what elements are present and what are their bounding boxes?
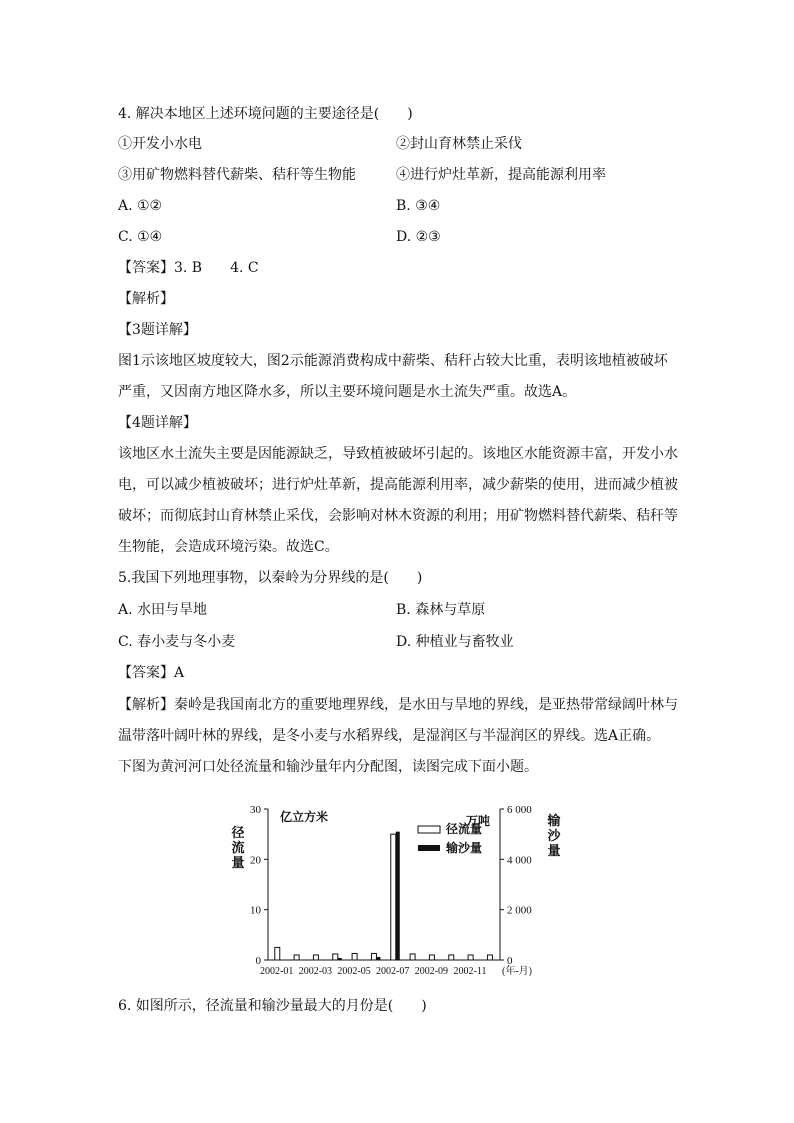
q4-detail-line-3: 破坏；而彻底封山育林禁止采伐，会影响对林木资源的利用；用矿物燃料替代薪柴、秸秆等: [118, 508, 678, 524]
q4-choice-a: A. ①②: [118, 198, 163, 214]
q4-choice-c: C. ①④: [118, 229, 163, 245]
axis-title-char: 量: [547, 843, 561, 858]
left-tick-label: 20: [250, 854, 261, 867]
axis-title-char: 径: [231, 825, 245, 840]
analysis-heading: 【解析】: [118, 291, 174, 307]
sediment-bar: [396, 832, 400, 960]
q5-choice-a: A. 水田与旱地: [118, 602, 208, 618]
x-tick-label: 2002-03: [298, 966, 333, 977]
left-tick-label: 10: [250, 904, 261, 917]
x-tick-label: 2002-01: [260, 966, 294, 977]
legend-runoff-label: 径流量: [446, 822, 483, 836]
x-unit-label: (年-月): [502, 966, 532, 977]
sediment-bar: [376, 957, 380, 960]
runoff-bar: [429, 955, 434, 960]
legend-runoff-swatch: [418, 826, 440, 833]
q3-detail-line-1: 图1示该地区坡度较大，图2示能源消费构成中薪柴、秸秆占较大比重，表明该地植被破坏: [118, 353, 668, 369]
left-tick-label: 0: [255, 955, 261, 967]
sediment-bar: [338, 958, 342, 960]
right-tick-label: 2 000: [507, 904, 532, 917]
axis-title-char: 量: [231, 855, 245, 870]
runoff-bar: [294, 955, 299, 960]
q4-option-3: ③用矿物燃料替代薪柴、秸秆等生物能: [118, 167, 356, 183]
q4-detail-line-4: 生物能，会造成环境污染。故选C。: [118, 539, 339, 555]
right-tick-label: 4 000: [507, 854, 532, 867]
q4-detail-line-1: 该地区水土流失主要是因能源缺乏，导致植被破坏引起的。该地区水能资源丰富，开发小水: [118, 446, 678, 462]
right-tick-label: 6 000: [507, 804, 532, 816]
answer-3-4: 【答案】3. B 4. C: [118, 260, 259, 276]
x-tick-label: 2002-09: [414, 966, 449, 977]
q4-choice-b: B. ③④: [396, 198, 441, 214]
axis-title-char: 输: [547, 813, 561, 828]
left-axis-title: [230, 825, 244, 870]
runoff-bar: [468, 955, 473, 960]
q5-answer: 【答案】A: [118, 665, 185, 681]
runoff-bar: [352, 953, 357, 960]
right-axis-title: [546, 813, 561, 858]
left-tick-label: 30: [250, 804, 261, 816]
runoff-bar: [333, 954, 338, 960]
runoff-bar: [313, 955, 318, 960]
q6-stem: 6. 如图所示，径流量和输沙量最大的月份是( ): [118, 998, 427, 1014]
axis-title-char: 流: [231, 840, 245, 855]
q4-option-4: ④进行炉灶革新，提高能源利用率: [396, 167, 606, 183]
runoff-bar: [449, 955, 454, 960]
runoff-sediment-chart: [228, 795, 568, 985]
q4-option-1: ①开发小水电: [118, 136, 202, 152]
q5-choice-c: C. 春小麦与冬小麦: [118, 634, 236, 650]
runoff-bar: [487, 955, 492, 960]
q4-stem: 4. 解决本地区上述环境问题的主要途径是( ): [118, 106, 413, 122]
runoff-bar: [391, 834, 396, 960]
x-tick-label: 2002-11: [453, 966, 487, 977]
legend-sediment-swatch: [418, 845, 440, 851]
legend-sediment-label: 输沙量: [446, 841, 483, 855]
right-unit-label: 万吨: [465, 814, 490, 828]
right-tick-label: 0: [507, 955, 513, 967]
q5-choice-b: B. 森林与草原: [396, 602, 486, 618]
q5-explanation-line-2: 温带落叶阔叶林的界线，是冬小麦与水稻界线，是湿润区与半湿润区的界线。选A正确。: [118, 728, 661, 744]
q3-detail-heading: 【3题详解】: [118, 322, 197, 338]
runoff-bar: [410, 954, 415, 960]
q3-detail-line-2: 严重，又因南方地区降水多，所以主要环境问题是水土流失严重。故选A。: [118, 384, 577, 400]
axis-title-char: 沙: [547, 828, 561, 843]
runoff-bar: [371, 953, 376, 960]
figure-intro: 下图为黄河河口处径流量和输沙量年内分配图，读图完成下面小题。: [118, 759, 538, 775]
q5-stem: 5.我国下列地理事物，以秦岭为分界线的是( ): [118, 570, 423, 586]
q5-choice-d: D. 种植业与畜牧业: [396, 634, 514, 650]
x-tick-label: 2002-07: [376, 966, 410, 977]
left-unit-label: 亿立方米: [280, 810, 329, 824]
q4-option-2: ②封山育林禁止采伐: [396, 136, 522, 152]
x-tick-label: 2002-05: [337, 966, 371, 977]
runoff-bar: [275, 947, 280, 960]
q5-explanation-line-1: 【解析】秦岭是我国南北方的重要地理界线，是水田与旱地的界线，是亚热带常绿阔叶林与: [118, 697, 678, 713]
q4-choice-d: D. ②③: [396, 229, 441, 245]
q4-detail-heading: 【4题详解】: [118, 415, 197, 431]
q4-detail-line-2: 电，可以减少植被破坏；进行炉灶革新，提高能源利用率，减少薪柴的使用，进而减少植被: [118, 477, 678, 493]
